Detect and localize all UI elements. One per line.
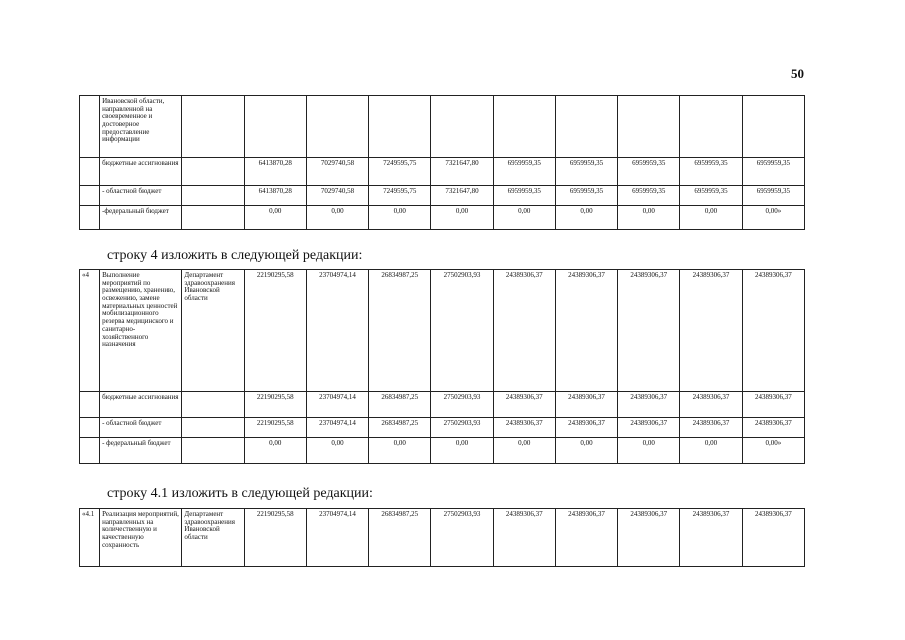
row-index: «4.1 [80,509,100,567]
row-name: Выполнение мероприятий по размещению, хранению, освежению, замене материальных ценностей мобилизационного резерва медицинского и санитарно-хозяйственного назначения [100,270,182,392]
value-cell: 24389306,37 [618,418,680,438]
value-cell [680,96,742,158]
value-cell: 26834987,25 [369,392,431,418]
value-cell [306,96,368,158]
value-cell: 24389306,37 [680,392,742,418]
value-cell: 6959959,35 [493,186,555,206]
value-cell: 23704974,14 [306,392,368,418]
value-cell: 24389306,37 [742,270,804,392]
value-cell: 0,00 [306,438,368,464]
amendment-heading-row-4-1: строку 4.1 изложить в следующей редакции: [107,486,373,501]
row-executor [182,418,244,438]
table-row [80,158,805,186]
budget-table-row-4 [79,269,805,464]
table-row [80,206,805,230]
value-cell: 7321647,80 [431,186,493,206]
value-cell: 0,00 [618,438,680,464]
table-row [80,418,805,438]
value-cell: 0,00 [555,438,617,464]
value-cell: 0,00 [431,206,493,230]
value-cell: 26834987,25 [369,418,431,438]
row-index [80,158,100,186]
budget-table-continuation [79,95,805,230]
row-executor: Департамент здравоохранения Ивановской области [182,509,244,567]
row-executor: Департамент здравоохранения Ивановской области [182,270,244,392]
value-cell [742,96,804,158]
value-cell: 22190295,58 [244,270,306,392]
value-cell: 24389306,37 [618,270,680,392]
value-cell: 22190295,58 [244,418,306,438]
row-executor [182,392,244,418]
row-executor [182,96,244,158]
value-cell: 0,00 [493,438,555,464]
value-cell: 6413870,28 [244,186,306,206]
value-cell: 0,00 [618,206,680,230]
value-cell: 24389306,37 [618,392,680,418]
value-cell: 27502903,93 [431,418,493,438]
value-cell: 24389306,37 [555,418,617,438]
value-cell: 24389306,37 [742,509,804,567]
row-name: - областной бюджет [100,186,182,206]
value-cell: 24389306,37 [680,509,742,567]
value-cell: 7321647,80 [431,158,493,186]
value-cell: 6413870,28 [244,158,306,186]
table-row [80,96,805,158]
value-cell: 23704974,14 [306,270,368,392]
value-cell: 24389306,37 [493,418,555,438]
value-cell: 24389306,37 [493,392,555,418]
value-cell: 24389306,37 [742,392,804,418]
value-cell: 27502903,93 [431,392,493,418]
value-cell: 24389306,37 [680,418,742,438]
row-index [80,392,100,418]
value-cell [555,96,617,158]
value-cell: 6959959,35 [555,158,617,186]
page-number: 50 [791,66,804,81]
row-name: - областной бюджет [100,418,182,438]
row-index [80,418,100,438]
table-row [80,186,805,206]
value-cell: 6959959,35 [493,158,555,186]
value-cell: 6959959,35 [618,186,680,206]
table-row [80,270,805,392]
value-cell: 27502903,93 [431,509,493,567]
row-executor [182,158,244,186]
table-row [80,392,805,418]
row-name: -федеральный бюджет [100,206,182,230]
value-cell [431,96,493,158]
value-cell [369,96,431,158]
value-cell: 24389306,37 [493,270,555,392]
table-row [80,438,805,464]
value-cell: 6959959,35 [555,186,617,206]
value-cell: 23704974,14 [306,509,368,567]
value-cell: 6959959,35 [618,158,680,186]
value-cell: 7029740,58 [306,158,368,186]
row-executor [182,206,244,230]
value-cell: 26834987,25 [369,270,431,392]
value-cell: 24389306,37 [493,509,555,567]
value-cell: 24389306,37 [555,509,617,567]
value-cell [493,96,555,158]
value-cell: 7249595,75 [369,186,431,206]
value-cell: 24389306,37 [680,270,742,392]
row-index: «4 [80,270,100,392]
value-cell: 6959959,35 [742,158,804,186]
value-cell: 6959959,35 [680,158,742,186]
value-cell: 24389306,37 [555,392,617,418]
value-cell: 24389306,37 [555,270,617,392]
value-cell: 24389306,37 [618,509,680,567]
row-index [80,96,100,158]
row-name: бюджетные ассигнования [100,158,182,186]
row-index [80,186,100,206]
value-cell: 0,00 [306,206,368,230]
amendment-heading-row-4: строку 4 изложить в следующей редакции: [107,248,363,263]
value-cell: 7249595,75 [369,158,431,186]
value-cell: 7029740,58 [306,186,368,206]
value-cell: 0,00 [555,206,617,230]
budget-table-row-4-1 [79,508,805,567]
table-row [80,509,805,567]
value-cell: 22190295,58 [244,509,306,567]
value-cell: 24389306,37 [742,418,804,438]
row-name: - федеральный бюджет [100,438,182,464]
value-cell: 6959959,35 [742,186,804,206]
value-cell: 0,00» [742,438,804,464]
row-executor [182,186,244,206]
value-cell: 22190295,58 [244,392,306,418]
value-cell [244,96,306,158]
value-cell: 0,00 [244,206,306,230]
value-cell: 0,00 [493,206,555,230]
value-cell: 27502903,93 [431,270,493,392]
value-cell: 0,00 [431,438,493,464]
row-name: бюджетные ассигнования [100,392,182,418]
value-cell [618,96,680,158]
value-cell: 0,00 [244,438,306,464]
value-cell: 0,00 [680,206,742,230]
row-index [80,206,100,230]
value-cell: 26834987,25 [369,509,431,567]
value-cell: 6959959,35 [680,186,742,206]
value-cell: 0,00 [369,438,431,464]
row-executor [182,438,244,464]
row-index [80,438,100,464]
row-name: Ивановской области, направленной на своевременное и достоверное предоставление информации [100,96,182,158]
row-name: Реализация мероприятий, направленных на количественную и качественную сохранность [100,509,182,567]
value-cell: 0,00 [369,206,431,230]
value-cell: 0,00 [680,438,742,464]
value-cell: 0,00» [742,206,804,230]
value-cell: 23704974,14 [306,418,368,438]
